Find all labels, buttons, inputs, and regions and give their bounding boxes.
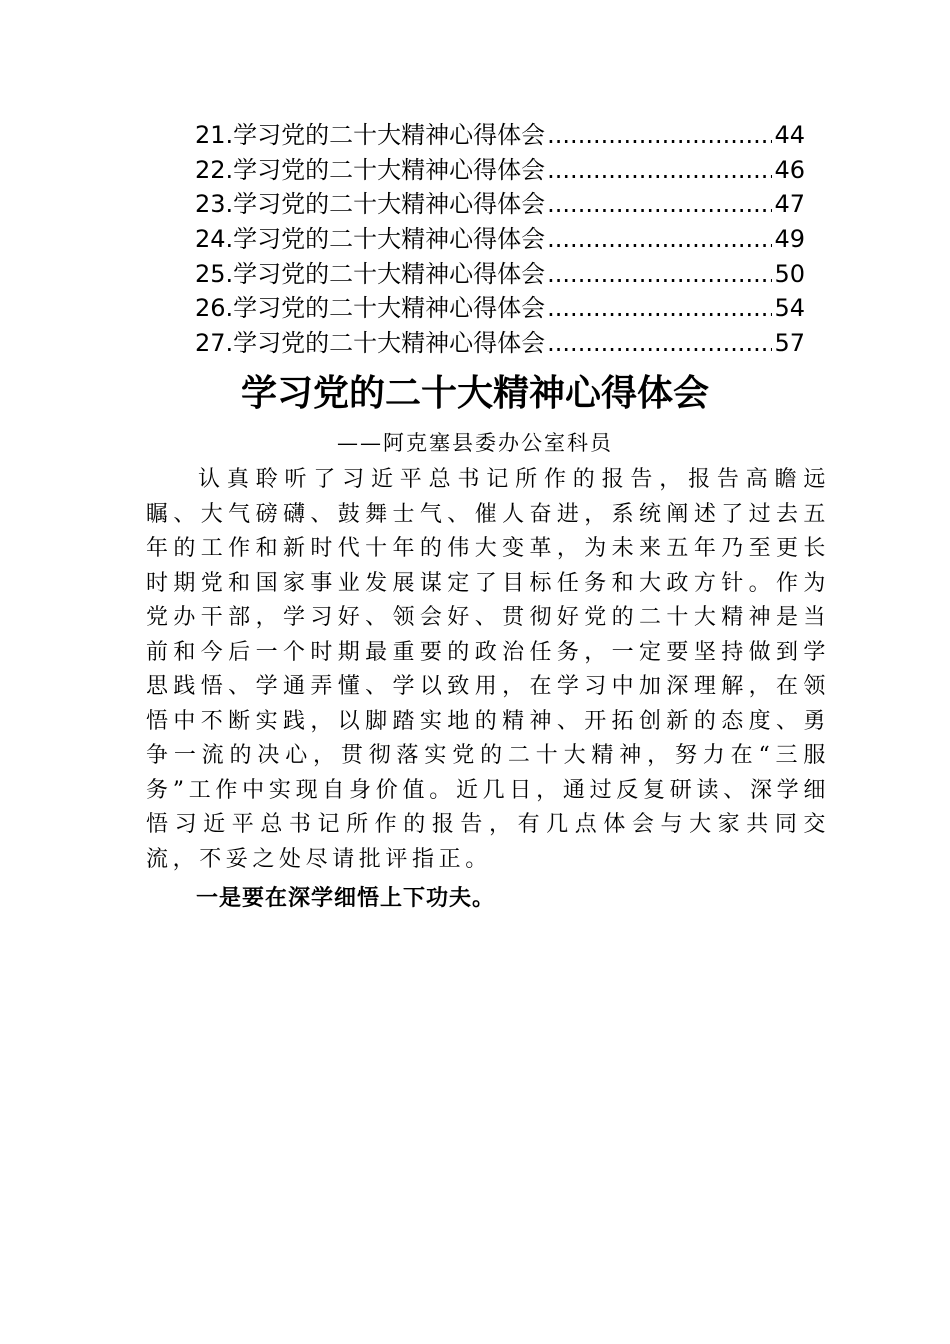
toc-entry-page: 47: [774, 190, 805, 219]
toc-entry-title: 22.学习党的二十大精神心得体会: [195, 155, 546, 184]
toc-entry-page: 49: [774, 225, 805, 254]
toc-entry-page: 50: [774, 259, 805, 288]
toc-entry[interactable]: [195, 257, 805, 292]
toc-dot-leader: [547, 257, 772, 292]
toc-entry-title: 23.学习党的二十大精神心得体会: [195, 190, 546, 219]
toc-entry-title: 25.学习党的二十大精神心得体会: [195, 259, 546, 288]
toc-entry[interactable]: [195, 326, 805, 361]
article-author: ——阿克塞县委办公室科员: [337, 431, 613, 455]
toc-entry[interactable]: [195, 118, 805, 153]
toc-entry-page: 54: [774, 294, 805, 323]
article-title: 学习党的二十大精神心得体会: [240, 372, 709, 414]
toc-entry-page: 44: [774, 121, 805, 149]
toc-entry[interactable]: [195, 291, 805, 326]
toc-entry-page: 46: [774, 155, 805, 184]
toc-dot-leader: [547, 118, 772, 153]
toc-dot-leader: [547, 222, 772, 257]
toc-entry-page: 57: [774, 329, 805, 358]
toc-dot-leader: [547, 187, 772, 222]
toc-entry-title: 24.学习党的二十大精神心得体会: [195, 225, 546, 254]
toc-dot-leader: [547, 326, 772, 361]
toc-entry[interactable]: [195, 153, 805, 188]
toc-entry[interactable]: [195, 187, 805, 222]
toc-dot-leader: [547, 291, 772, 326]
toc-entry-title: 26.学习党的二十大精神心得体会: [195, 294, 546, 323]
section-heading: 一是要在深学细悟上下功夫。: [196, 886, 496, 911]
toc-dot-leader: [547, 153, 772, 188]
toc-entry[interactable]: [195, 222, 805, 257]
table-of-contents: [195, 118, 805, 361]
article-paragraph: 认真聆听了习近平总书记所作的报告，报告高瞻远瞩、大气磅礴、鼓舞士气、催人奋进，系统阐述了过去五年的工作和新时代十年的伟大变革，为未来五年乃至更长时期党和国家事业发展谋定了目标任务和大政方针。作为党办干部，学习好、领会好、贯彻好党的二十大精神是当前和今后一个时期最重要的政治任务，一定要坚持做到学思践悟、学通弄懂、学以致用，在学习中加深理解，在领悟中不断实践，以脚踏实地的精神、开拓创新的态度、勇争一流的决心，贯彻落实党的二十大精神，努力在“三服务”工作中实现自身价值。近几日，通过反复研读、深学细悟习近平总书记所作的报告，有几点体会与大家共同交流，不妥之处尽请批评指正。: [146, 467, 830, 872]
toc-entry-title: 27.学习党的二十大精神心得体会: [195, 329, 546, 358]
toc-entry-title: 21.学习党的二十大精神心得体会: [195, 121, 546, 149]
